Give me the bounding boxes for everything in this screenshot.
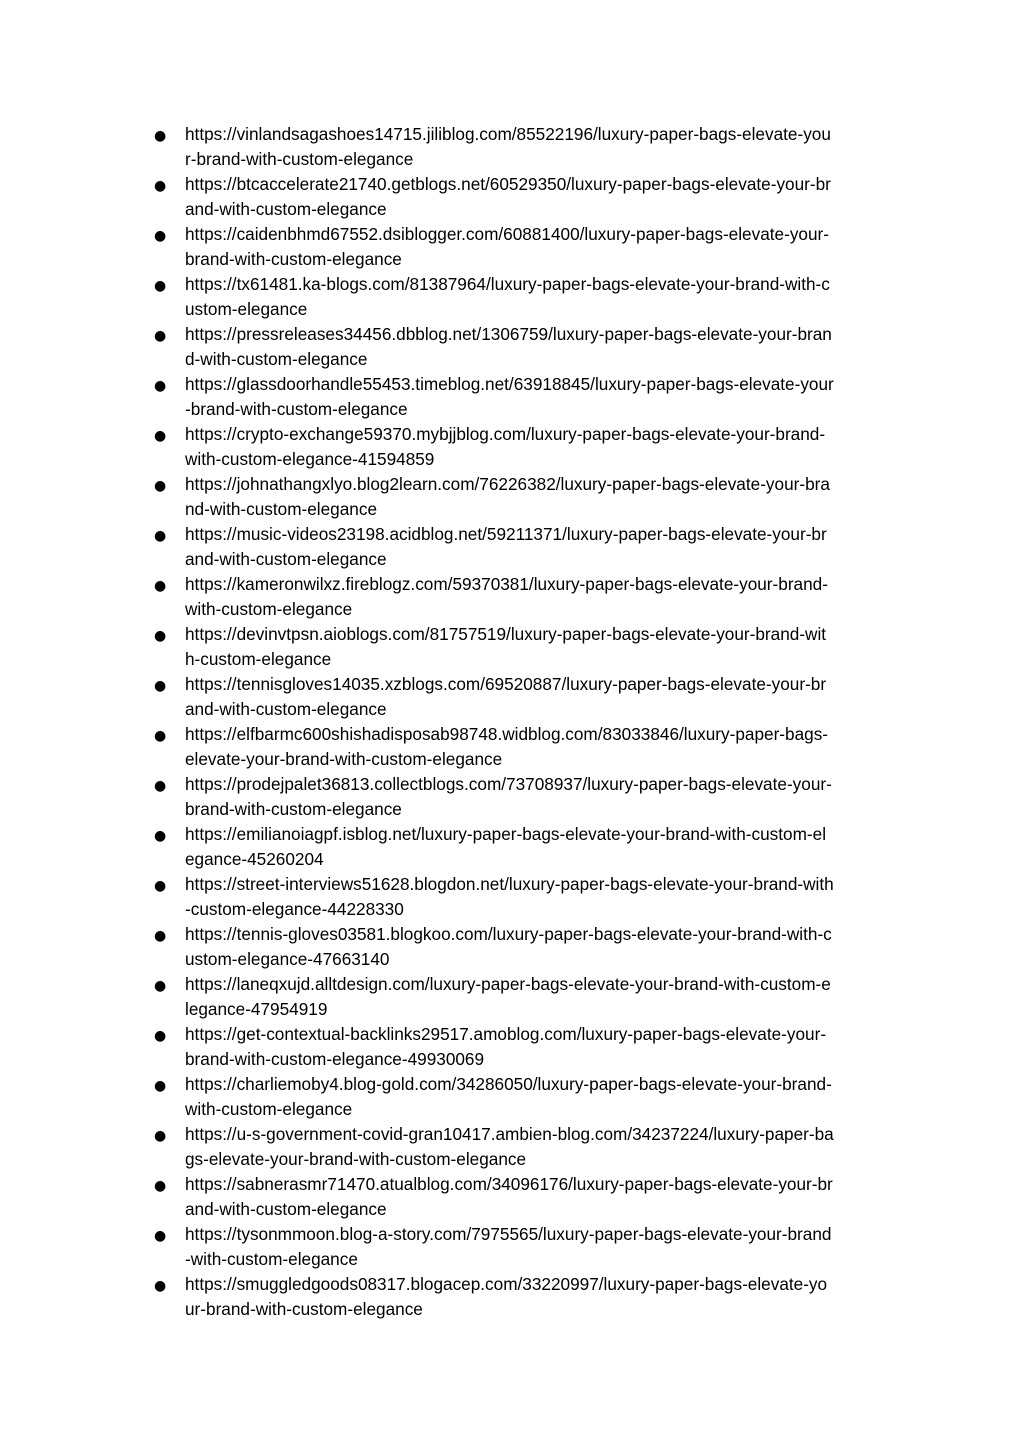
- url-link-line-1[interactable]: https://glassdoorhandle55453.timeblog.net/63918845/luxury-paper-bags-elevate-your: [185, 374, 834, 394]
- bullet-icon: ●: [154, 1228, 167, 1244]
- url-link-line-2[interactable]: with-custom-elegance: [185, 1099, 353, 1119]
- list-item: [152, 672, 912, 722]
- url-link-line-2[interactable]: ustom-elegance: [185, 299, 308, 319]
- url-link-line-1[interactable]: https://music-videos23198.acidblog.net/59211371/luxury-paper-bags-elevate-your-br: [185, 524, 827, 544]
- bullet-icon: ●: [154, 528, 167, 544]
- list-item: [152, 872, 912, 922]
- url-link-line-2[interactable]: brand-with-custom-elegance: [185, 249, 402, 269]
- bullet-icon: ●: [154, 1078, 167, 1094]
- url-link-line-2[interactable]: gs-elevate-your-brand-with-custom-elegance: [185, 1149, 527, 1169]
- url-link-line-2[interactable]: -custom-elegance-44228330: [185, 899, 404, 919]
- url-link-line-1[interactable]: https://street-interviews51628.blogdon.net/luxury-paper-bags-elevate-your-brand-with: [185, 874, 834, 894]
- bullet-icon: ●: [154, 128, 167, 144]
- bullet-icon: ●: [154, 828, 167, 844]
- url-link-line-1[interactable]: https://prodejpalet36813.collectblogs.com/73708937/luxury-paper-bags-elevate-your-: [185, 774, 832, 794]
- url-link-line-1[interactable]: https://devinvtpsn.aioblogs.com/81757519/luxury-paper-bags-elevate-your-brand-wit: [185, 624, 827, 644]
- list-item: [152, 572, 912, 622]
- bullet-icon: ●: [154, 478, 167, 494]
- bullet-icon: ●: [154, 578, 167, 594]
- url-link-line-1[interactable]: https://u-s-government-covid-gran10417.ambien-blog.com/34237224/luxury-paper-ba: [185, 1124, 834, 1144]
- url-link-line-2[interactable]: and-with-custom-elegance: [185, 549, 387, 569]
- url-link-line-1[interactable]: https://elfbarmc600shishadisposab98748.widblog.com/83033846/luxury-paper-bags-: [185, 724, 829, 744]
- bullet-icon: ●: [154, 928, 167, 944]
- url-link-line-1[interactable]: https://smuggledgoods08317.blogacep.com/33220997/luxury-paper-bags-elevate-yo: [185, 1274, 828, 1294]
- url-link-line-2[interactable]: r-brand-with-custom-elegance: [185, 149, 414, 169]
- url-link-line-2[interactable]: egance-45260204: [185, 849, 324, 869]
- list-item: [152, 622, 912, 672]
- list-item: [152, 1022, 912, 1072]
- bullet-icon: ●: [154, 1278, 167, 1294]
- url-link-line-2[interactable]: elevate-your-brand-with-custom-elegance: [185, 749, 503, 769]
- url-link-line-2[interactable]: brand-with-custom-elegance: [185, 799, 402, 819]
- url-link-line-1[interactable]: https://vinlandsagashoes14715.jiliblog.com/85522196/luxury-paper-bags-elevate-you: [185, 124, 831, 144]
- url-link-line-2[interactable]: h-custom-elegance: [185, 649, 332, 669]
- list-item: [152, 922, 912, 972]
- url-link-line-2[interactable]: nd-with-custom-elegance: [185, 499, 378, 519]
- list-item: [152, 1222, 912, 1272]
- url-link-line-1[interactable]: https://sabnerasmr71470.atualblog.com/34096176/luxury-paper-bags-elevate-your-br: [185, 1174, 833, 1194]
- bullet-icon: ●: [154, 728, 167, 744]
- bullet-icon: ●: [154, 228, 167, 244]
- url-link-line-2[interactable]: and-with-custom-elegance: [185, 699, 387, 719]
- url-link-line-1[interactable]: https://caidenbhmd67552.dsiblogger.com/60881400/luxury-paper-bags-elevate-your-: [185, 224, 829, 244]
- list-item: [152, 472, 912, 522]
- list-item: [152, 372, 912, 422]
- url-link-line-1[interactable]: https://btcaccelerate21740.getblogs.net/60529350/luxury-paper-bags-elevate-your-br: [185, 174, 831, 194]
- url-link-line-2[interactable]: ur-brand-with-custom-elegance: [185, 1299, 423, 1319]
- bullet-icon: ●: [154, 328, 167, 344]
- url-link-line-2[interactable]: with-custom-elegance: [185, 599, 353, 619]
- bullet-icon: ●: [154, 678, 167, 694]
- url-link-line-1[interactable]: https://johnathangxlyo.blog2learn.com/76226382/luxury-paper-bags-elevate-your-bra: [185, 474, 830, 494]
- list-item: [152, 222, 912, 272]
- list-item: [152, 772, 912, 822]
- list-item: [152, 1122, 912, 1172]
- list-item: [152, 272, 912, 322]
- list-item: [152, 122, 912, 172]
- bullet-icon: ●: [154, 978, 167, 994]
- list-item: [152, 422, 912, 472]
- bullet-icon: ●: [154, 178, 167, 194]
- bullet-icon: ●: [154, 878, 167, 894]
- bullet-icon: ●: [154, 1128, 167, 1144]
- bullet-icon: ●: [154, 778, 167, 794]
- url-link-line-2[interactable]: ustom-elegance-47663140: [185, 949, 390, 969]
- bullet-icon: ●: [154, 1028, 167, 1044]
- list-item: [152, 1272, 912, 1322]
- url-link-line-2[interactable]: d-with-custom-elegance: [185, 349, 368, 369]
- url-link-line-2[interactable]: brand-with-custom-elegance-49930069: [185, 1049, 485, 1069]
- list-item: [152, 322, 912, 372]
- url-link-line-2[interactable]: legance-47954919: [185, 999, 328, 1019]
- url-link-line-2[interactable]: and-with-custom-elegance: [185, 199, 387, 219]
- url-link-line-1[interactable]: https://tysonmmoon.blog-a-story.com/7975565/luxury-paper-bags-elevate-your-brand: [185, 1224, 832, 1244]
- url-link-line-1[interactable]: https://crypto-exchange59370.mybjjblog.com/luxury-paper-bags-elevate-your-brand-: [185, 424, 826, 444]
- url-link-line-2[interactable]: -with-custom-elegance: [185, 1249, 358, 1269]
- url-link-line-1[interactable]: https://get-contextual-backlinks29517.amoblog.com/luxury-paper-bags-elevate-your-: [185, 1024, 827, 1044]
- bullet-icon: ●: [154, 428, 167, 444]
- list-item: [152, 522, 912, 572]
- url-link-line-1[interactable]: https://tennis-gloves03581.blogkoo.com/luxury-paper-bags-elevate-your-brand-with-c: [185, 924, 832, 944]
- url-link-line-2[interactable]: -brand-with-custom-elegance: [185, 399, 408, 419]
- list-item: [152, 822, 912, 872]
- link-list: [152, 122, 912, 1322]
- list-item: [152, 1172, 912, 1222]
- bullet-icon: ●: [154, 278, 167, 294]
- url-link-line-1[interactable]: https://kameronwilxz.fireblogz.com/59370381/luxury-paper-bags-elevate-your-brand-: [185, 574, 828, 594]
- url-link-line-1[interactable]: https://tx61481.ka-blogs.com/81387964/luxury-paper-bags-elevate-your-brand-with-c: [185, 274, 830, 294]
- bullet-icon: ●: [154, 1178, 167, 1194]
- list-item: [152, 972, 912, 1022]
- url-link-line-1[interactable]: https://emilianoiagpf.isblog.net/luxury-paper-bags-elevate-your-brand-with-custom-el: [185, 824, 827, 844]
- url-link-line-1[interactable]: https://pressreleases34456.dbblog.net/1306759/luxury-paper-bags-elevate-your-bran: [185, 324, 832, 344]
- url-link-line-2[interactable]: and-with-custom-elegance: [185, 1199, 387, 1219]
- url-link-line-1[interactable]: https://laneqxujd.alltdesign.com/luxury-paper-bags-elevate-your-brand-with-custom-e: [185, 974, 831, 994]
- list-item: [152, 722, 912, 772]
- url-link-line-1[interactable]: https://charliemoby4.blog-gold.com/34286050/luxury-paper-bags-elevate-your-brand-: [185, 1074, 832, 1094]
- bullet-icon: ●: [154, 628, 167, 644]
- bullet-icon: ●: [154, 378, 167, 394]
- url-link-line-1[interactable]: https://tennisgloves14035.xzblogs.com/69520887/luxury-paper-bags-elevate-your-br: [185, 674, 827, 694]
- list-item: [152, 1072, 912, 1122]
- list-item: [152, 172, 912, 222]
- url-link-line-2[interactable]: with-custom-elegance-41594859: [185, 449, 435, 469]
